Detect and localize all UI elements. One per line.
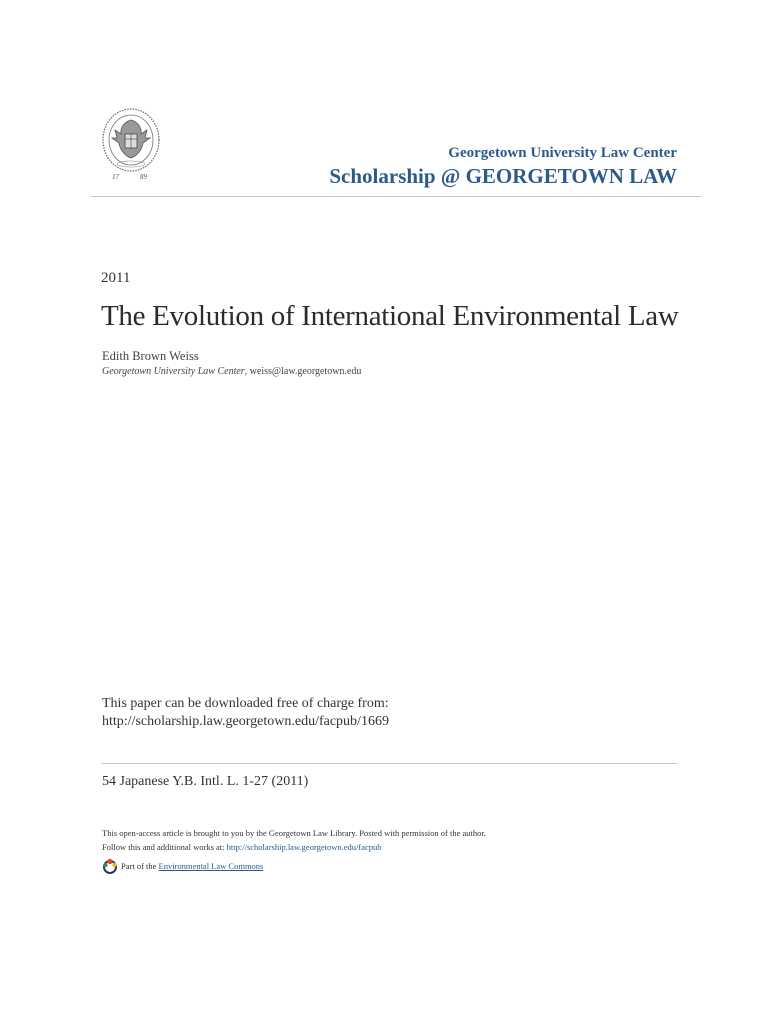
author-email: , weiss@law.georgetown.edu bbox=[244, 366, 362, 377]
citation-divider bbox=[101, 763, 677, 764]
access-notice bbox=[102, 826, 486, 854]
follow-label: Follow this and additional works at: bbox=[102, 842, 227, 852]
part-of-label: Part of the bbox=[121, 861, 157, 871]
georgetown-seal-icon bbox=[100, 106, 162, 182]
institution-name: Georgetown University Law Center bbox=[448, 145, 677, 161]
header-divider bbox=[91, 196, 701, 197]
follow-line bbox=[102, 840, 486, 854]
article-title[interactable]: The Evolution of International Environmental Law bbox=[101, 300, 679, 332]
download-label: This paper can be downloaded free of charge from: bbox=[102, 696, 389, 711]
facpub-link[interactable]: http://scholarship.law.georgetown.edu/facpub bbox=[226, 842, 382, 852]
affiliation-name: Georgetown University Law Center bbox=[102, 366, 245, 377]
download-url[interactable]: http://scholarship.law.georgetown.edu/facpub/1669 bbox=[102, 714, 389, 729]
seal-year-left: 17 bbox=[112, 173, 119, 181]
download-note bbox=[102, 695, 389, 731]
part-of-line bbox=[102, 858, 263, 874]
author-name[interactable]: Edith Brown Weiss bbox=[102, 349, 199, 363]
repository-header bbox=[329, 145, 677, 189]
repository-name[interactable]: Scholarship @ GEORGETOWN LAW bbox=[329, 164, 677, 188]
seal-year-right: 89 bbox=[140, 173, 147, 181]
access-notice-text: This open-access article is brought to you by the Georgetown Law Library. Posted with permission of the author. bbox=[102, 828, 486, 838]
citation: 54 Japanese Y.B. Intl. L. 1-27 (2011) bbox=[102, 774, 309, 789]
author-affiliation bbox=[102, 366, 361, 377]
environmental-law-commons-link[interactable]: Environmental Law Commons bbox=[158, 861, 264, 871]
network-commons-icon bbox=[102, 858, 118, 874]
publication-year: 2011 bbox=[101, 270, 131, 286]
